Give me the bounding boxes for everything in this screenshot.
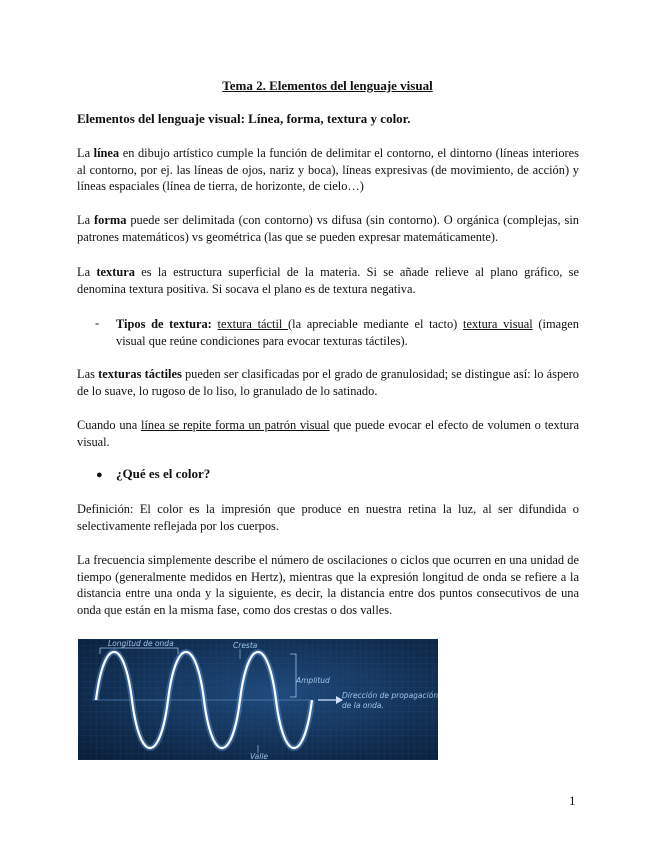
text: (imagen visual que reúne condiciones para evocar texturas táctiles). bbox=[116, 317, 579, 348]
bold-term: forma bbox=[94, 213, 127, 227]
text: La bbox=[77, 146, 94, 160]
list-item-tipos-textura bbox=[116, 316, 579, 349]
section-subtitle: Elementos del lenguaje visual: Línea, forma, textura y color. bbox=[77, 111, 411, 126]
text: que puede evocar el efecto de volumen o textura visual. bbox=[77, 418, 580, 449]
paragraph-forma bbox=[77, 212, 579, 245]
text: en dibujo artístico cumple la función de delimitar el contorno, el dintorno (líneas interiores al contorno, por ej. las líneas de ojos, nariz y boca), líneas expresivas (de movimiento, de acción) y líneas espaciales (línea de tierra, de horizonte, de cielo…) bbox=[77, 146, 579, 194]
text: La bbox=[77, 213, 95, 227]
paragraph-patron-visual bbox=[77, 417, 579, 450]
paragraph-frecuencia: La frecuencia simplemente describe el número de oscilaciones o ciclos que ocurren en una unidad de tiempo (generalmente medidos en Hertz), mientras que la expresión longitud de onda se refiere a la distancia entre una onda y la siguiente, es decir, la distancia entre dos puntos consecutivos de una onda que están en la misma fase, como dos crestas o dos valles. bbox=[77, 553, 579, 617]
text: Cuando una bbox=[77, 418, 142, 432]
label-cresta: Cresta bbox=[233, 641, 258, 650]
list-dash: - bbox=[95, 316, 100, 330]
bullet-heading-color: ¿Qué es el color? bbox=[116, 466, 211, 481]
text: puede ser delimitada (con contorno) vs difusa (sin contorno). O orgánica (complejas, sin patrones matemáticos) vs geométrica (las que se pueden expresar matemáticamente). bbox=[77, 213, 579, 244]
bold-term: textura bbox=[96, 265, 135, 279]
label-valle: Valle bbox=[250, 752, 269, 760]
page-title: Tema 2. Elementos del lenguaje visual bbox=[222, 78, 433, 93]
text: es la estructura superficial de la materia. Si se añade relieve al plano gráfico, se denomina textura positiva. Si socava el plano es de textura negativa. bbox=[77, 265, 579, 296]
bold-term: Tipos de textura: bbox=[116, 317, 212, 331]
underlined-term: línea se repite forma un patrón visual bbox=[141, 418, 330, 432]
label-direccion-propagacion: Dirección de propagación bbox=[342, 691, 438, 700]
label-longitud-de-onda: Longitud de onda bbox=[108, 639, 174, 648]
paragraph-linea bbox=[77, 145, 579, 195]
wave-diagram-figure bbox=[78, 639, 438, 760]
paragraph-definicion: Definición: El color es la impresión que produce en nuestra retina la luz, al ser difundida o selectivamente reflejada por los cuerpos. bbox=[77, 502, 579, 533]
paragraph-textura bbox=[77, 264, 579, 297]
label-amplitud: Amplitud bbox=[296, 676, 330, 685]
text: (la apreciable mediante el tacto) bbox=[288, 317, 463, 331]
text: Las bbox=[77, 367, 99, 381]
text: La bbox=[77, 265, 97, 279]
paragraph-texturas-tactiles bbox=[77, 366, 579, 399]
text: pueden ser clasificadas por el grado de granulosidad; se distingue así: lo áspero de lo suave, lo rugoso de lo liso, lo granulado de lo satinado. bbox=[77, 367, 579, 398]
bullet-icon: ● bbox=[96, 469, 103, 481]
underlined-term: textura táctil bbox=[217, 317, 289, 331]
label-direccion-onda: de la onda. bbox=[342, 701, 384, 710]
bold-term: texturas táctiles bbox=[98, 367, 182, 381]
bold-term: línea bbox=[93, 146, 120, 160]
underlined-term: textura visual bbox=[463, 317, 533, 331]
page-number: 1 bbox=[569, 793, 576, 808]
